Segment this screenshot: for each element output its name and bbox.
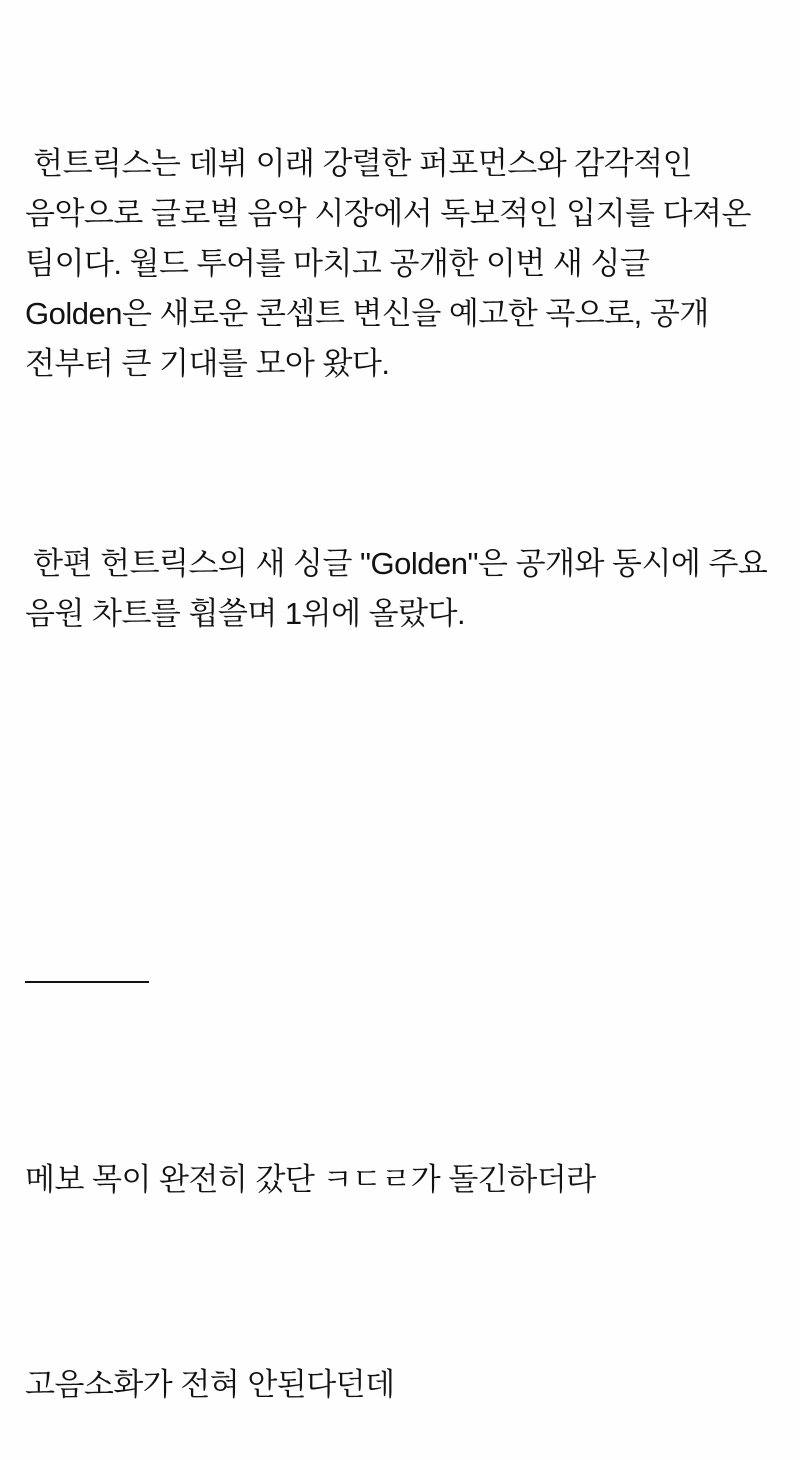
divider-dashes: ————	[25, 962, 149, 997]
article-paragraph-1: 헌트릭스는 데뷔 이래 강렬한 퍼포먼스와 감각적인 음악으로 글로벌 음악 시장에서 독보적인 입지를 다져온 팀이다. 월드 투어를 마치고 공개한 이번 새 싱글 Golden은 새로운 콘셉트 변신을 예고한 곡으로, 공개 전부터 큰 기대를 모아 왔다.	[25, 146, 760, 381]
commentary-line-1: 메보 목이 완전히 갔단 ㅋㄷㄹ가 돌긴하더라	[25, 1162, 596, 1197]
commentary-line-2: 고음소화가 전혀 안된다던데	[25, 1367, 395, 1402]
article-paragraph-2: 한편 헌트릭스의 새 싱글 "Golden"은 공개와 동시에 주요 음원 차트를 휩쓸며 1위에 올랐다.	[25, 546, 776, 631]
